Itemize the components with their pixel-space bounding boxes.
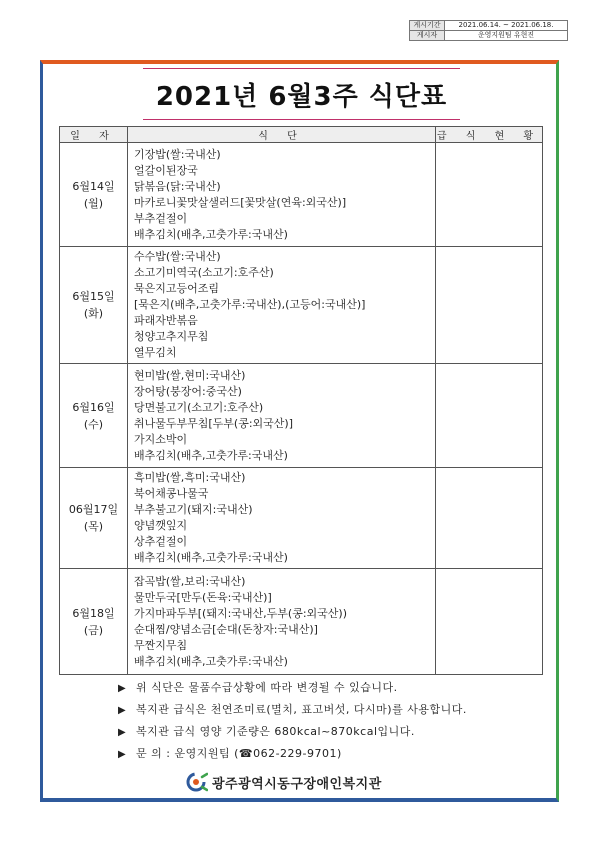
dish-item: 청양고추지무침 <box>134 330 209 343</box>
dish-item: 상추겉절이 <box>134 535 188 548</box>
day-date: 6월18일 <box>72 606 115 620</box>
dish-item: 북어채콩나물국 <box>134 487 209 500</box>
header-status: 급 식 현 황 <box>436 127 543 143</box>
arrow-right-icon: ▶ <box>118 705 127 716</box>
title-banner <box>143 68 460 120</box>
menu-day-row <box>60 247 543 364</box>
dish-item: 잡곡밥(쌀,보리:국내산) <box>134 574 246 588</box>
day-weekday: (금) <box>83 623 104 637</box>
arrow-right-icon: ▶ <box>118 749 127 760</box>
menu-header-row <box>60 127 543 143</box>
day-cell <box>60 468 128 569</box>
poster-label: 게시자 <box>410 31 445 41</box>
dish-item: 현미밥(쌀,현미:국내산) <box>134 368 246 382</box>
status-cell <box>436 468 543 569</box>
dish-item: 무짠지무침 <box>134 638 188 652</box>
day-cell <box>60 143 128 247</box>
dish-item: 얼갈이된장국 <box>134 163 198 177</box>
dishes-cell <box>128 569 436 675</box>
day-cell <box>60 364 128 468</box>
day-cell <box>60 247 128 364</box>
posting-period-label: 게시기간 <box>410 21 445 31</box>
menu-table <box>59 126 543 675</box>
dishes-cell <box>128 364 436 468</box>
dish-item: 물만두국[만두(돈육:국내산)] <box>134 590 272 604</box>
dish-item: 양념깻잎지 <box>134 519 188 532</box>
status-cell <box>436 143 543 247</box>
day-date: 6월15일 <box>72 290 115 303</box>
day-weekday: (목) <box>83 520 104 533</box>
dish-item: 배추김치(배추,고춧가루:국내산) <box>134 448 288 462</box>
dish-item: 부추불고기(돼지:국내산) <box>134 503 253 516</box>
posting-period-value: 2021.06.14. ~ 2021.06.18. <box>445 21 568 31</box>
day-cell <box>60 569 128 675</box>
notice-list <box>118 677 467 765</box>
dish-item: [묵은지(배추,고춧가루:국내산),(고등어:국내산)] <box>134 298 366 311</box>
dish-item: 수수밥(쌀:국내산) <box>134 250 221 263</box>
dish-item: 배추김치(배추,고춧가루:국내산) <box>134 227 288 241</box>
dish-item: 흑미밥(쌀,흑미:국내산) <box>134 471 246 484</box>
day-weekday: (화) <box>83 307 104 320</box>
header-menu: 식 단 <box>128 127 436 143</box>
dish-item: 파래자반볶음 <box>134 314 198 327</box>
menu-day-row <box>60 143 543 247</box>
dish-item: 묵은지고등어조림 <box>134 282 220 295</box>
dish-item: 배추김치(배추,고춧가루:국내산) <box>134 654 288 668</box>
organization-logo <box>186 771 382 793</box>
dish-item: 취나물두부무침[두부(콩:외국산)] <box>134 416 294 430</box>
menu-day-row <box>60 468 543 569</box>
organization-name: 광주광역시동구장애인복지관 <box>212 776 382 792</box>
notice-item: ▶ 복지관 급식 영양 기준량은 680kcal~870kcal입니다. <box>118 721 467 743</box>
dishes-cell <box>128 143 436 247</box>
header-date: 일 자 <box>60 127 128 143</box>
dish-item: 열무김치 <box>134 346 177 359</box>
dish-item: 순대찜/양념소금[순대(돈창자:국내산)] <box>134 622 318 636</box>
day-weekday: (수) <box>83 417 104 431</box>
day-date: 6월16일 <box>72 400 115 414</box>
day-weekday: (월) <box>83 196 104 210</box>
dish-item: 배추김치(배추,고춧가루:국내산) <box>134 551 288 564</box>
dishes-cell <box>128 468 436 569</box>
day-date: 6월14일 <box>72 179 115 193</box>
dish-item: 부추겉절이 <box>134 211 188 225</box>
dish-item: 가지마파두부[(돼지:국내산,두부(콩:외국산)) <box>134 606 348 620</box>
menu-day-row <box>60 569 543 675</box>
dish-item: 장어탕(붕장어:중국산) <box>134 384 242 398</box>
posting-info-box <box>409 20 568 41</box>
dish-item: 당면불고기(소고기:호주산) <box>134 400 264 414</box>
dishes-cell <box>128 247 436 364</box>
notice-item: ▶ 문 의 : 운영지원팀 (☎062-229-9701) <box>118 743 467 765</box>
welfare-center-logo-icon <box>186 771 208 793</box>
poster-value: 운영지원팀 유현진 <box>445 31 568 41</box>
status-cell <box>436 364 543 468</box>
arrow-right-icon: ▶ <box>118 683 127 694</box>
day-date: 06월17일 <box>68 503 119 516</box>
dish-item: 닭볶음(닭:국내산) <box>134 179 221 193</box>
status-cell <box>436 247 543 364</box>
dish-item: 마카로니꽃맛살샐러드[꽃맛살(연육:외국산)] <box>134 195 347 209</box>
dish-item: 가지소박이 <box>134 432 188 446</box>
notice-item: ▶ 복지관 급식은 천연조미료(멸치, 표고버섯, 다시마)를 사용합니다. <box>118 699 467 721</box>
menu-day-row <box>60 364 543 468</box>
status-cell <box>436 569 543 675</box>
dish-item: 소고기미역국(소고기:호주산) <box>134 266 274 279</box>
dish-item: 기장밥(쌀:국내산) <box>134 147 221 161</box>
page-title: 2021년 6월3주 식단표 <box>155 81 448 112</box>
notice-item: ▶ 위 식단은 물품수급상황에 따라 변경될 수 있습니다. <box>118 677 467 699</box>
arrow-right-icon: ▶ <box>118 727 127 738</box>
